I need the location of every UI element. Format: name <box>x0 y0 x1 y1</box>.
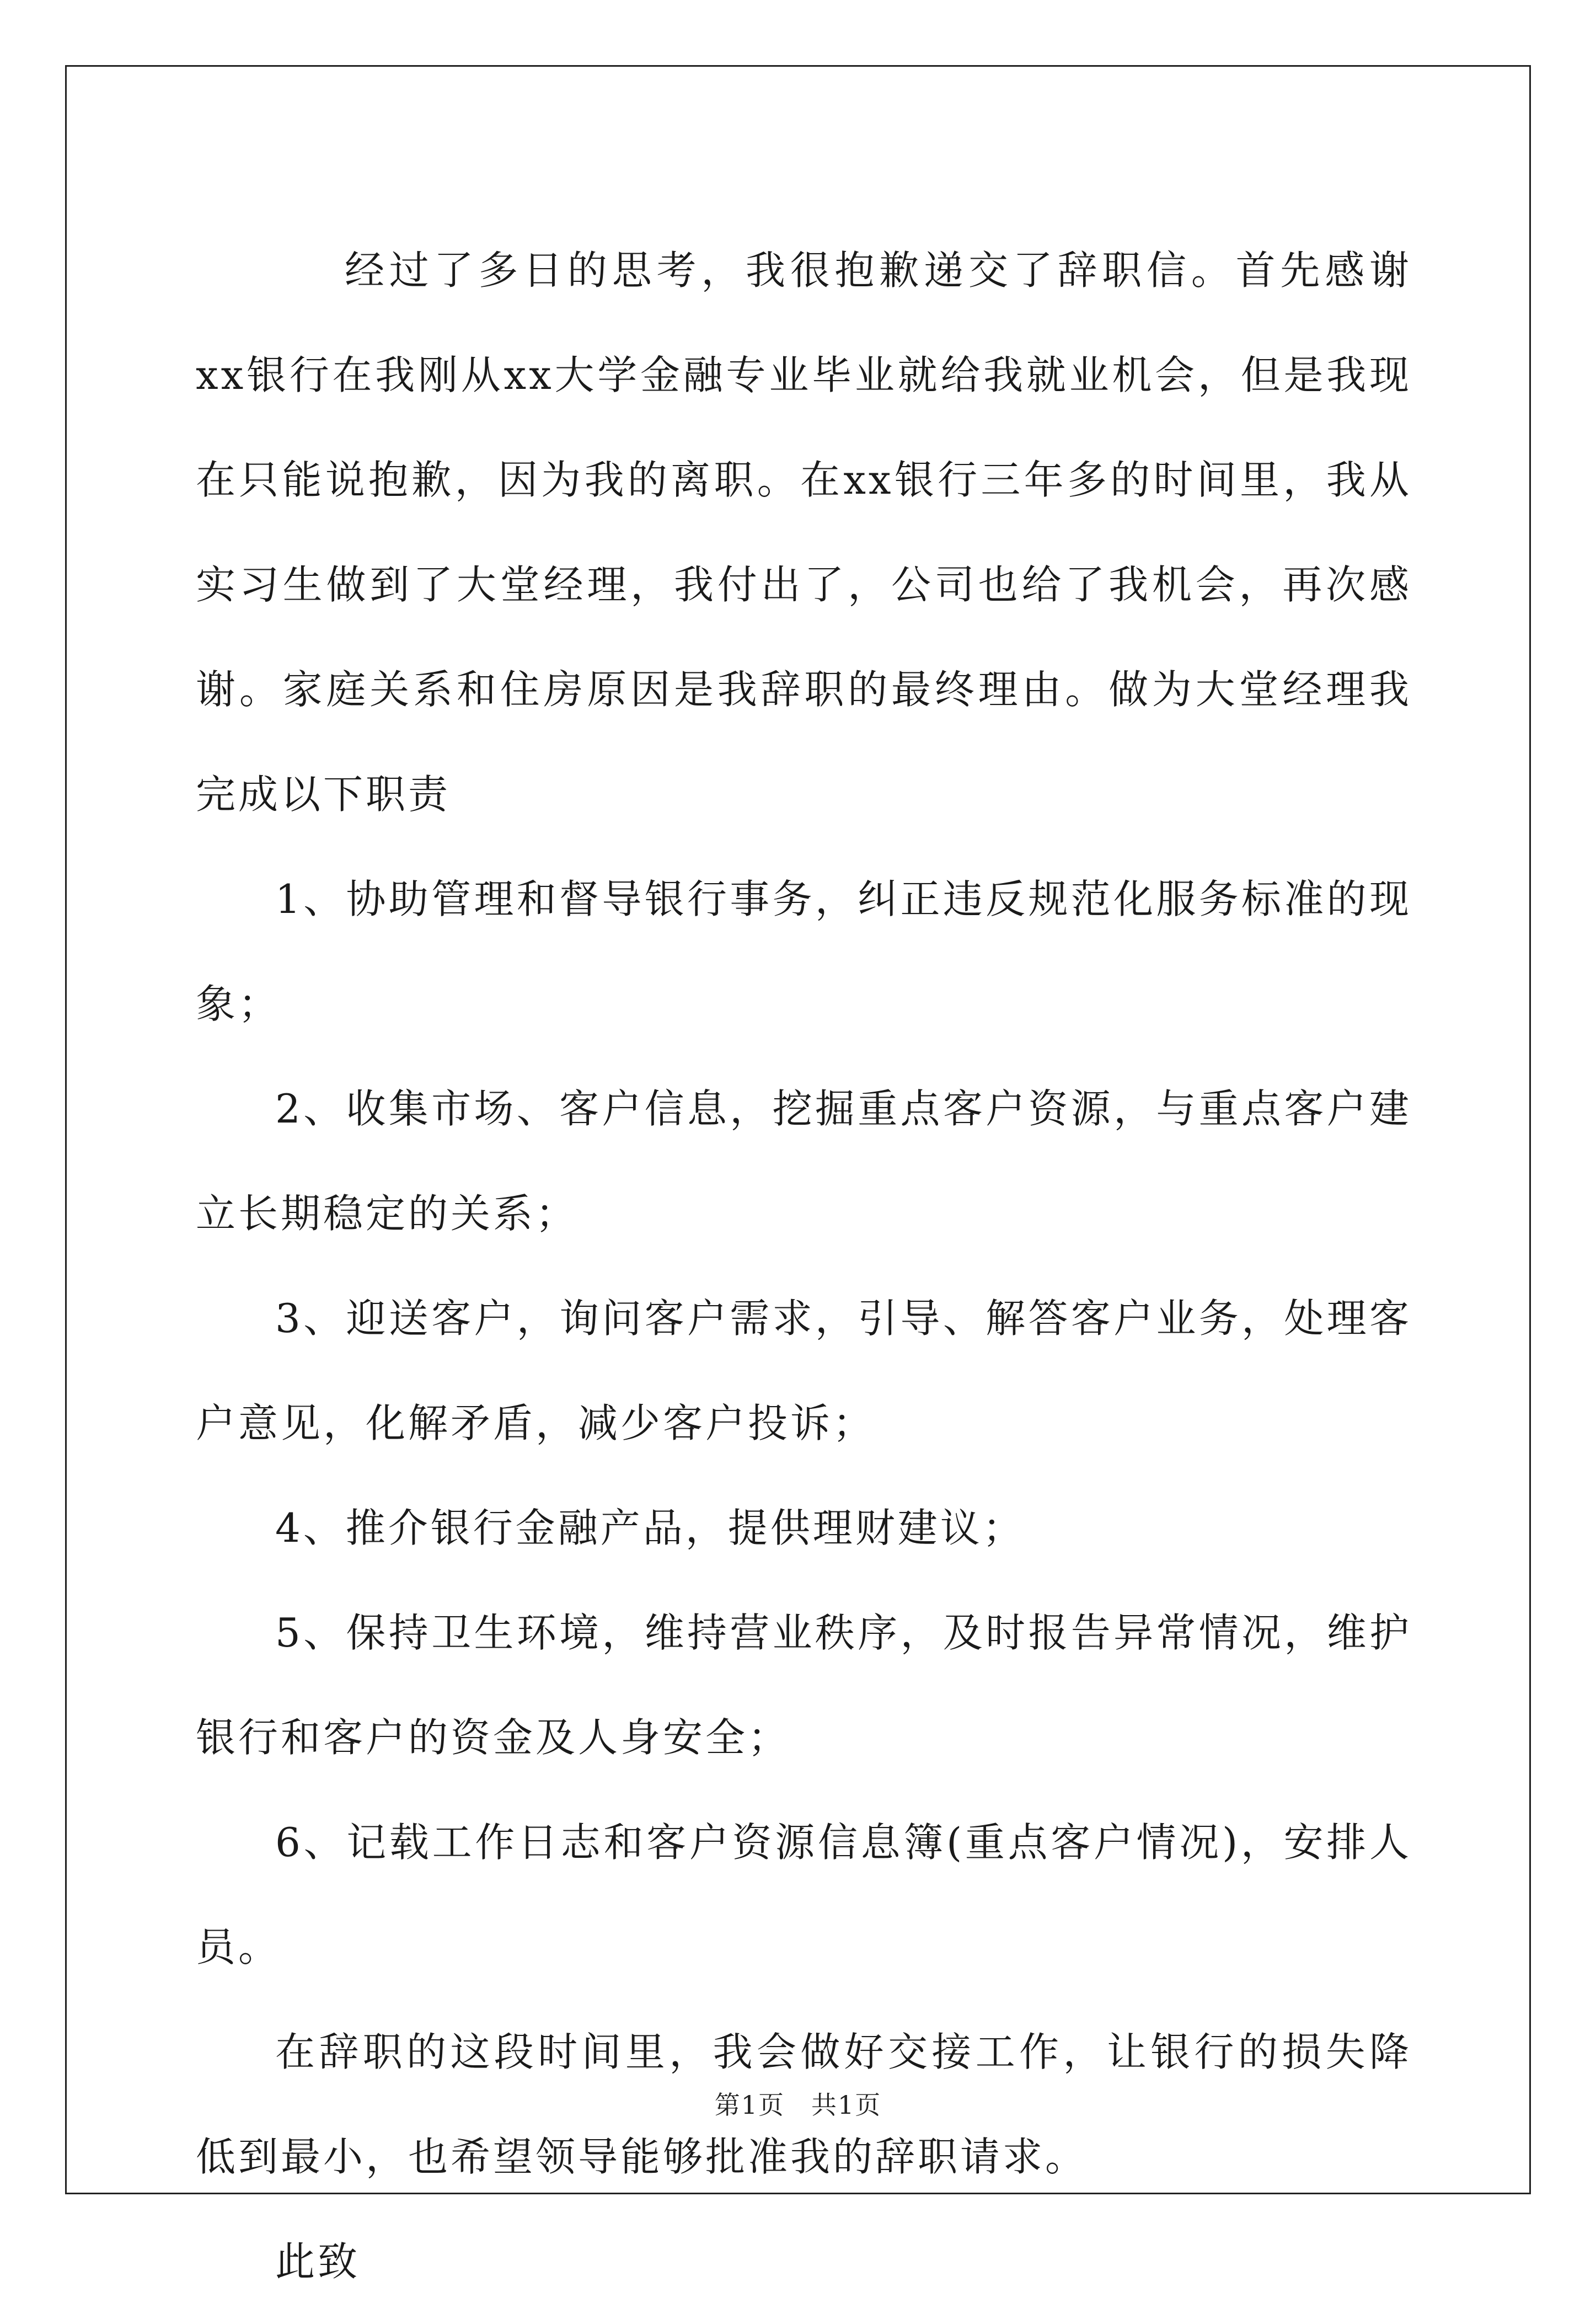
duty-item-1: 1、协助管理和督导银行事务，纠正违反规范化服务标准的现象； <box>196 876 1412 1027</box>
page-number-footer: 第1页 共1页 <box>714 2090 882 2120</box>
duty-item-5: 5、保持卫生环境，维持营业秩序，及时报告异常情况，维护银行和客户的资金及人身安全； <box>196 1610 1412 1761</box>
duty-item-4: 4、推介银行金融产品，提供理财建议； <box>275 1505 1025 1551</box>
salutation: 此致 <box>275 2238 361 2285</box>
duty-item-6: 6、记载工作日志和客户资源信息簿(重点客户情况)，安排人员。 <box>196 1819 1412 1970</box>
letter-body <box>196 218 1412 2314</box>
intro-paragraph: 经过了多日的思考，我很抱歉递交了辞职信。首先感谢xx银行在我刚从xx大学金融专业毕业就给我就业机会，但是我现在只能说抱歉，因为我的离职。在xx银行三年多的时间里，我从实习生做到了大堂经理，我付出了，公司也给了我机会，再次感谢。家庭关系和住房原因是我辞职的最终理由。做为大堂经理我完成以下职责 <box>196 247 1412 817</box>
closing-paragraph: 在辞职的这段时间里，我会做好交接工作，让银行的损失降低到最小，也希望领导能够批准我的辞职请求。 <box>196 2029 1412 2180</box>
duty-item-3: 3、迎送客户，询问客户需求，引导、解答客户业务，处理客户意见，化解矛盾，减少客户投诉； <box>196 1295 1412 1446</box>
duty-item-2: 2、收集市场、客户信息，挖掘重点客户资源，与重点客户建立长期稳定的关系； <box>196 1086 1412 1237</box>
